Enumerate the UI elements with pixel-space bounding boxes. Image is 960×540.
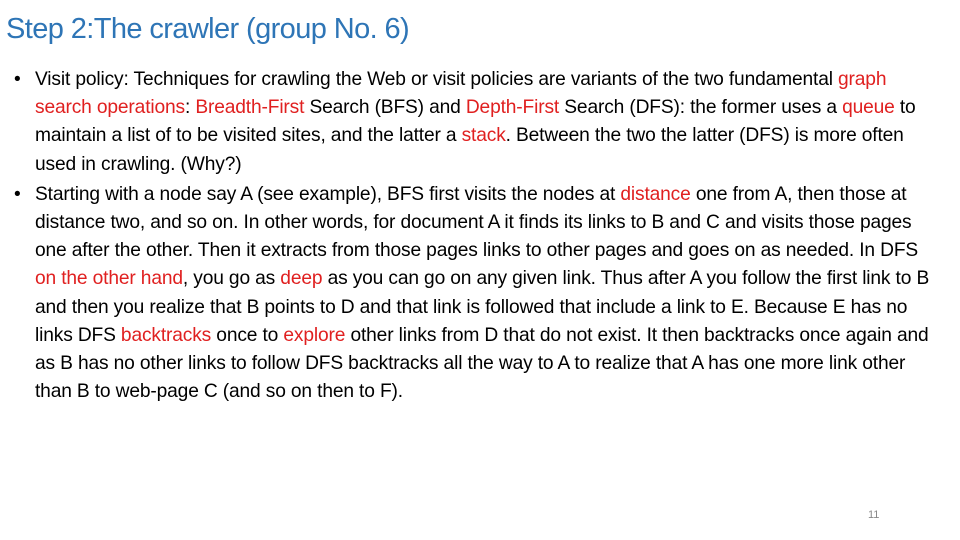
bullet-list [14, 66, 944, 408]
text-segment: other links from D that do not exist. It then backtracks once again and as B has no other links to follow DFS backtracks all the way to A to realize that A has one more link other than B to web-page C (and so on then to F). [35, 324, 929, 403]
bullet-text [35, 184, 929, 402]
highlighted-term: Breadth-First [195, 97, 305, 119]
text-segment: Starting with a node say A (see example), BFS first visits the nodes at [35, 183, 621, 205]
text-segment: as you can go on any given link. Thus after A you follow the first link to B and then you realize that B points to D and that link is followed that include a link to E. Because E has no links DFS [35, 268, 930, 346]
text-segment: Search (DFS): the former uses a [559, 97, 843, 119]
text-segment: . Between the two the latter (DFS) is more often used in crawling. (Why?) [35, 125, 904, 175]
text-segment: : [184, 97, 196, 119]
bullet-text [35, 69, 916, 175]
highlighted-term: graph search operations [35, 69, 887, 119]
slide-title: Step 2:The crawler (group No. 6) [6, 13, 410, 45]
bullet-visit-policy [14, 66, 944, 179]
highlighted-term: deep [280, 268, 323, 290]
bullet-dot: • [14, 69, 21, 90]
text-segment: , you go as [182, 268, 281, 290]
highlighted-term: queue [842, 97, 895, 119]
text-segment: Search (BFS) and [304, 97, 466, 119]
highlighted-term: backtracks [120, 324, 212, 346]
highlighted-term: Depth-First [465, 97, 560, 119]
highlighted-term: distance [620, 183, 691, 205]
bullet-bfs-dfs-example [14, 181, 944, 407]
text-segment: once to [211, 324, 284, 346]
page-number: 11 [868, 509, 880, 521]
highlighted-term: on the other hand [35, 268, 183, 290]
text-segment: Visit policy: Techniques for crawling the Web or visit policies are variants of the two fundamental [35, 69, 839, 90]
highlighted-term: stack [461, 125, 506, 147]
text-segment: one from A, then those at distance two, and so on. In other words, for document A it finds its links to B and C and visits those pages one after the other. Then it extracts from those pages links to other pages and goes on as needed. In DFS [35, 183, 919, 262]
text-segment: to maintain a list of to be visited sites, and the latter a [35, 97, 916, 147]
bullet-dot: • [14, 183, 21, 205]
highlighted-term: explore [283, 324, 346, 346]
